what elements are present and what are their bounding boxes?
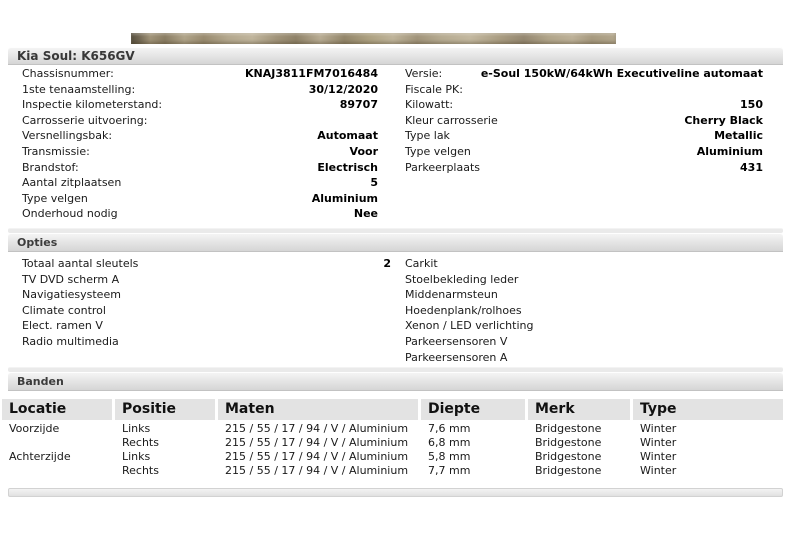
cell-merk: Bridgestone [535,464,602,477]
detail-value: Metallic [714,129,763,143]
detail-value: 30/12/2020 [308,82,378,96]
detail-value: Electrisch [317,160,378,174]
detail-row-versie [405,66,763,82]
cell-maten: 215 / 55 / 17 / 94 / V / Aluminium [225,422,409,435]
optie-label: Climate control [22,303,106,317]
detail-label: Type velgen [22,191,88,205]
detail-row-carrosserie-uitvoering [22,113,378,129]
cell-maten: 215 / 55 / 17 / 94 / V / Aluminium [225,436,409,449]
optie-row-navigatiesysteem [22,287,391,303]
optie-label: TV DVD scherm A [22,272,120,286]
cell-locatie: Voorzijde [9,422,60,435]
detail-row-versnellingsbak [22,128,378,144]
cell-type: Winter [640,464,677,477]
column-header-locatie: Locatie [2,399,112,420]
cell-merk: Bridgestone [535,436,602,449]
detail-value: Aluminium [696,144,763,158]
detail-value: Aluminium [311,191,378,205]
optie-row-tv-dvd [22,272,391,288]
optie-row-xenon-led [405,318,763,334]
banden-header-label: Banden [17,375,64,388]
column-header-merk: Merk [528,399,630,420]
detail-value: 150 [740,98,763,112]
optie-row-carkit [405,256,763,272]
cell-positie: Rechts [122,464,159,477]
cell-diepte: 7,6 mm [428,422,471,435]
section-footer-bar [8,488,783,497]
optie-row-elect-ramen [22,318,391,334]
cell-maten: 215 / 55 / 17 / 94 / V / Aluminium [225,450,409,463]
optie-label: Parkeersensoren A [405,350,508,364]
cell-locatie [2,436,112,450]
cell-locatie: Achterzijde [9,450,71,463]
detail-label: Parkeerplaats [405,160,481,174]
cell-type: Winter [640,436,677,449]
detail-label: Versie: [405,67,443,80]
detail-label: Carrosserie uitvoering: [22,113,148,127]
cell-type: Winter [640,422,677,435]
detail-row-kilowatt [405,97,763,113]
cell-positie: Links [122,422,151,435]
optie-label: Parkeersensoren V [405,334,508,348]
column-header-maten: Maten [218,399,418,420]
detail-row-fiscale-pk [405,82,763,98]
detail-label: Transmissie: [22,144,90,158]
detail-value: 5 [370,176,378,190]
opties-section-header [8,233,783,252]
detail-label: Type lak [405,129,450,143]
detail-row-brandstof [22,160,378,176]
optie-label: Navigatiesysteem [22,288,121,302]
optie-row-radio-multimedia [22,334,391,350]
opties-header-label: Opties [17,236,58,249]
detail-row-parkeerplaats [405,160,763,176]
column-header-positie: Positie [115,399,215,420]
detail-row-kleur-carrosserie [405,113,763,129]
cell-diepte: 6,8 mm [428,436,471,449]
detail-row-onderhoud [22,206,378,222]
table-row [2,464,783,478]
opties-left-column [22,256,391,350]
detail-label: Kleur carrosserie [405,113,498,127]
detail-value: Nee [353,207,378,221]
optie-label: Radio multimedia [22,334,119,348]
cell-merk: Bridgestone [535,450,602,463]
optie-row-parkeersensoren-a [405,350,763,366]
optie-label: Xenon / LED verlichting [405,319,534,333]
detail-row-type-velgen [22,191,378,207]
detail-value: Voor [349,144,378,158]
detail-label: Versnellingsbak: [22,129,113,143]
optie-label: Hoedenplank/rolhoes [405,303,522,317]
detail-row-chassisnummer [22,66,378,82]
detail-row-transmissie [22,144,378,160]
optie-label: Carkit [405,257,438,270]
column-header-diepte: Diepte [421,399,525,420]
cell-type: Winter [640,450,677,463]
detail-row-type-velgen-rechts [405,144,763,160]
detail-row-tenaamstelling [22,82,378,98]
opties-right-column [405,256,763,365]
banden-table-header-row [2,399,783,420]
cell-diepte: 5,8 mm [428,450,471,463]
optie-label: Stoelbekleding leder [405,272,519,286]
cell-maten: 215 / 55 / 17 / 94 / V / Aluminium [225,464,409,477]
detail-value: 431 [740,160,763,174]
vehicle-details-right-column [405,66,763,175]
detail-value: 89707 [339,98,378,112]
cell-positie: Links [122,450,151,463]
detail-label: Kilowatt: [405,98,454,112]
optie-label: Totaal aantal sleutels [22,257,139,270]
optie-row-stoelbekleding [405,272,763,288]
cell-diepte: 7,7 mm [428,464,471,477]
optie-value: 2 [383,257,391,270]
detail-value: KNAJ3811FM7016484 [245,67,378,80]
detail-label: Fiscale PK: [405,82,463,96]
cell-positie: Rechts [122,436,159,449]
table-row [2,436,783,450]
detail-value: Cherry Black [684,113,763,127]
detail-label: 1ste tenaamstelling: [22,82,136,96]
detail-label: Brandstof: [22,160,79,174]
table-row [2,422,783,436]
detail-value: Automaat [317,129,378,143]
optie-row-hoedenplank [405,303,763,319]
optie-row-parkeersensoren-v [405,334,763,350]
optie-label: Elect. ramen V [22,319,103,333]
detail-label: Type velgen [405,144,471,158]
detail-row-kilometerstand [22,97,378,113]
cell-locatie [2,464,112,478]
optie-row-middenarmsteun [405,287,763,303]
detail-label: Chassisnummer: [22,67,114,80]
detail-row-type-lak [405,128,763,144]
column-header-type: Type [633,399,783,420]
detail-label: Onderhoud nodig [22,207,118,221]
optie-row-sleutels [22,256,391,272]
banden-table-body [2,422,783,478]
detail-row-zitplaatsen [22,175,378,191]
table-row [2,450,783,464]
banden-section-header [8,372,783,391]
detail-value: e-Soul 150kW/64kWh Executiveline automaat [480,67,763,80]
detail-label: Inspectie kilometerstand: [22,98,163,112]
vehicle-photo-strip [131,33,616,44]
vehicle-details-left-column [22,66,378,222]
cell-merk: Bridgestone [535,422,602,435]
optie-label: Middenarmsteun [405,288,498,302]
detail-label: Aantal zitplaatsen [22,176,122,190]
optie-row-climate-control [22,303,391,319]
banden-table [2,399,783,478]
vehicle-title-bar [8,47,783,65]
vehicle-title: Kia Soul: K656GV [17,49,135,63]
